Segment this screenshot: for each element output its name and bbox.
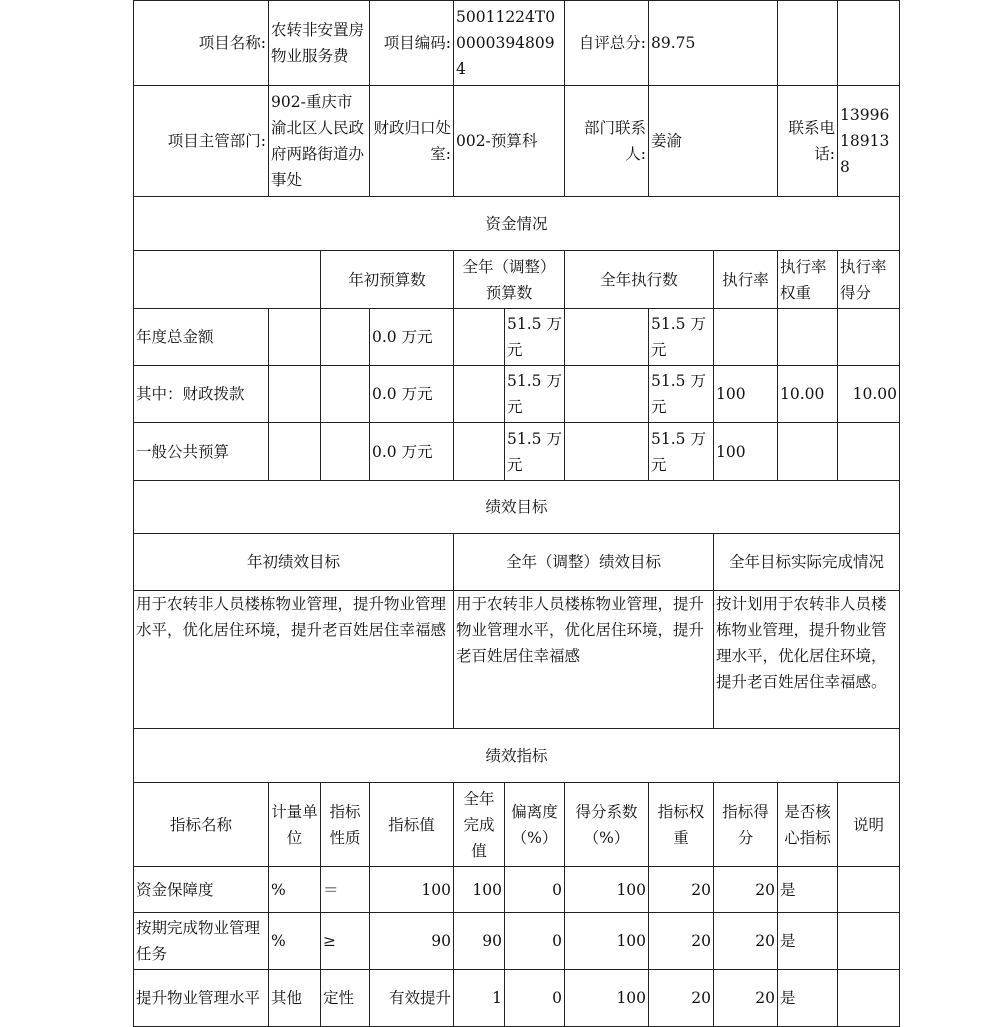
info-row-2 [134, 86, 900, 197]
ind-actual: 90 [454, 913, 505, 970]
empty-cell [778, 1, 838, 86]
initial-budget: 0.0 万元 [370, 423, 454, 481]
adjusted-budget: 51.5 万元 [505, 366, 565, 423]
ind-deviation: 0 [505, 867, 565, 913]
ind-name: 按期完成物业管理任务 [134, 913, 269, 970]
ind-header-cell: 指标权重 [649, 783, 714, 867]
ind-header-cell: 指标名称 [134, 783, 269, 867]
goals-title: 绩效目标 [134, 481, 900, 534]
empty-cell [838, 1, 900, 86]
ind-nature: 定性 [321, 970, 370, 1027]
info-row-1 [134, 1, 900, 86]
ind-coef: 100 [565, 970, 649, 1027]
project-code: 50011224T000003948094 [454, 1, 565, 86]
exec-weight [778, 423, 838, 481]
goals-header [134, 534, 900, 591]
funds-row-label: 一般公共预算 [134, 423, 269, 481]
indicators-header [134, 783, 900, 867]
ind-unit: 其他 [269, 970, 321, 1027]
ind-core: 是 [778, 867, 838, 913]
indicators-title: 绩效指标 [134, 729, 900, 783]
project-name-label: 项目名称: [134, 1, 269, 86]
goals-row [134, 591, 900, 729]
executed-amount: 51.5 万元 [649, 366, 714, 423]
ind-weight: 20 [649, 970, 714, 1027]
executed-amount: 51.5 万元 [649, 423, 714, 481]
ind-target: 90 [370, 913, 454, 970]
ind-score: 20 [714, 970, 778, 1027]
ind-deviation: 0 [505, 970, 565, 1027]
initial-goal: 用于农转非人员楼栋物业管理，提升物业管理水平，优化居住环境，提升老百姓居住幸福感 [134, 591, 454, 729]
funds-row [134, 366, 900, 423]
ind-header-cell: 全年完成值 [454, 783, 505, 867]
ind-coef: 100 [565, 867, 649, 913]
ind-weight: 20 [649, 867, 714, 913]
dept-label: 项目主管部门: [134, 86, 269, 197]
dept: 902-重庆市渝北区人民政府两路街道办事处 [269, 86, 370, 197]
phone-label: 联系电话: [778, 86, 838, 197]
ind-coef: 100 [565, 913, 649, 970]
indicator-row [134, 913, 900, 970]
funds-header-cell: 执行率权重 [778, 251, 838, 309]
phone: 13996189138 [838, 86, 900, 197]
indicator-row [134, 867, 900, 913]
ind-nature: ＝ [321, 867, 370, 913]
funds-row [134, 423, 900, 481]
finance-office: 002-预算科 [454, 86, 565, 197]
adjusted-budget: 51.5 万元 [505, 423, 565, 481]
ind-actual: 1 [454, 970, 505, 1027]
ind-header-cell: 指标得分 [714, 783, 778, 867]
exec-rate: 100 [714, 366, 778, 423]
funds-row-label: 其中：财政拨款 [134, 366, 269, 423]
ind-name: 资金保障度 [134, 867, 269, 913]
ind-score: 20 [714, 867, 778, 913]
finance-label: 财政归口处室: [370, 86, 454, 197]
ind-note [838, 913, 900, 970]
ind-header-cell: 说明 [838, 783, 900, 867]
funds-row [134, 309, 900, 366]
contact-label: 部门联系人: [565, 86, 649, 197]
funds-header-cell: 全年（调整）预算数 [454, 251, 565, 309]
initial-budget: 0.0 万元 [370, 366, 454, 423]
ind-unit: % [269, 867, 321, 913]
ind-header-cell: 偏离度（%） [505, 783, 565, 867]
project-name: 农转非安置房物业服务费 [269, 1, 370, 86]
ind-nature: ≥ [321, 913, 370, 970]
contact: 姜渝 [649, 86, 778, 197]
ind-note [838, 970, 900, 1027]
funds-header-cell: 执行率 [714, 251, 778, 309]
exec-rate: 100 [714, 423, 778, 481]
project-code-label: 项目编码: [370, 1, 454, 86]
funds-header-cell: 年初预算数 [321, 251, 454, 309]
funds-row-label: 年度总金额 [134, 309, 269, 366]
ind-target: 100 [370, 867, 454, 913]
exec-score [838, 423, 900, 481]
empty-cell [134, 251, 321, 309]
self-score: 89.75 [649, 1, 778, 86]
exec-weight: 10.00 [778, 366, 838, 423]
funds-header-cell: 执行率得分 [838, 251, 900, 309]
adjusted-budget: 51.5 万元 [505, 309, 565, 366]
funds-header [134, 251, 900, 309]
score-label: 自评总分: [565, 1, 649, 86]
ind-target: 有效提升 [370, 970, 454, 1027]
initial-budget: 0.0 万元 [370, 309, 454, 366]
exec-score: 10.00 [838, 366, 900, 423]
goals-header-cell: 全年目标实际完成情况 [714, 534, 900, 591]
ind-weight: 20 [649, 913, 714, 970]
exec-rate [714, 309, 778, 366]
ind-unit: % [269, 913, 321, 970]
ind-core: 是 [778, 913, 838, 970]
funds-header-cell: 全年执行数 [565, 251, 714, 309]
ind-header-cell: 指标性质 [321, 783, 370, 867]
funds-title: 资金情况 [134, 197, 900, 251]
ind-actual: 100 [454, 867, 505, 913]
ind-note [838, 867, 900, 913]
goals-header-cell: 年初绩效目标 [134, 534, 454, 591]
ind-header-cell: 得分系数（%） [565, 783, 649, 867]
actual-completion: 按计划用于农转非人员楼栋物业管理，提升物业管理水平，优化居住环境，提升老百姓居住幸福感。 [714, 591, 900, 729]
adjusted-goal: 用于农转非人员楼栋物业管理，提升物业管理水平，优化居住环境，提升老百姓居住幸福感 [454, 591, 714, 729]
ind-header-cell: 是否核心指标 [778, 783, 838, 867]
indicator-row [134, 970, 900, 1027]
ind-header-cell: 计量单位 [269, 783, 321, 867]
exec-weight [778, 309, 838, 366]
ind-score: 20 [714, 913, 778, 970]
goals-header-cell: 全年（调整）绩效目标 [454, 534, 714, 591]
ind-header-cell: 指标值 [370, 783, 454, 867]
exec-score [838, 309, 900, 366]
ind-name: 提升物业管理水平 [134, 970, 269, 1027]
ind-deviation: 0 [505, 913, 565, 970]
executed-amount: 51.5 万元 [649, 309, 714, 366]
ind-core: 是 [778, 970, 838, 1027]
performance-evaluation-table [133, 0, 900, 1027]
